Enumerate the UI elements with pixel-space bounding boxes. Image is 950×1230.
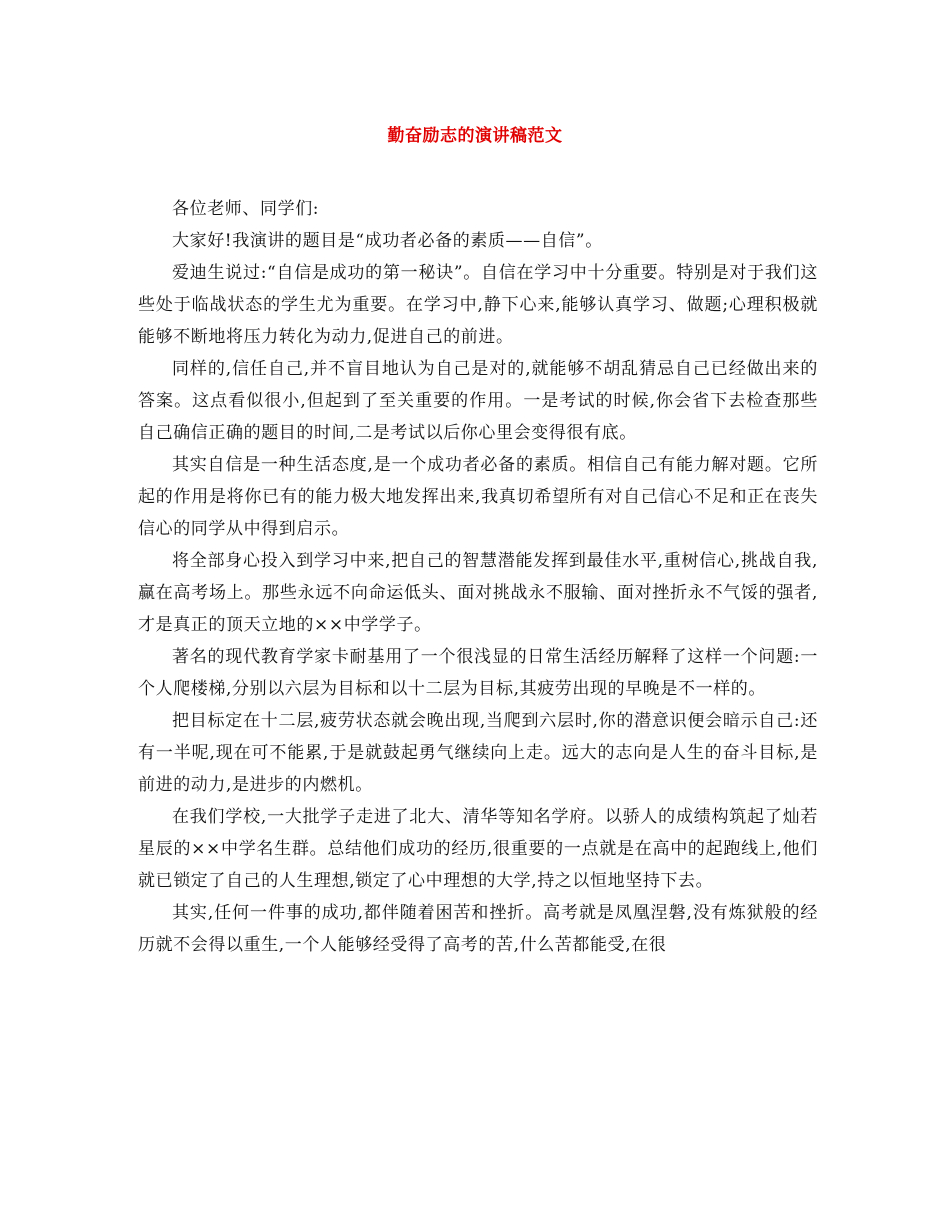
paragraph: 其实自信是一种生活态度,是一个成功者必备的素质。相信自己有能力解对题。它所起的作用是将你已有的能力极大地发挥出来,我真切希望所有对自己信心不足和正在丧失信心的同学从中得到启示。 [138, 455, 818, 539]
paragraph: 同样的,信任自己,并不盲目地认为自己是对的,就能够不胡乱猜忌自己已经做出来的答案。这点看似很小,但起到了至关重要的作用。一是考试的时候,你会省下去检查那些自己确信正确的题目的时间,二是考试以后你心里会变得很有底。 [138, 359, 818, 443]
document-body [138, 193, 818, 961]
paragraph: 爱迪生说过:“自信是成功的第一秘诀”。自信在学习中十分重要。特别是对于我们这些处于临战状态的学生尤为重要。在学习中,静下心来,能够认真学习、做题;心理积极就能够不断地将压力转化为动力,促进自己的前进。 [138, 263, 818, 347]
paragraph: 将全部身心投入到学习中来,把自己的智慧潜能发挥到最佳水平,重树信心,挑战自我,赢在高考场上。那些永远不向命运低头、面对挑战永不服输、面对挫折永不气馁的强者,才是真正的顶天立地的××中学学子。 [138, 551, 818, 635]
paragraph: 著名的现代教育学家卡耐基用了一个很浅显的日常生活经历解释了这样一个问题:一个人爬楼梯,分别以六层为目标和以十二层为目标,其疲劳出现的早晚是不一样的。 [138, 647, 818, 699]
paragraph-greeting: 各位老师、同学们: [172, 199, 320, 219]
paragraph: 把目标定在十二层,疲劳状态就会晚出现,当爬到六层时,你的潜意识便会暗示自己:还有一半呢,现在可不能累,于是就鼓起勇气继续向上走。远大的志向是人生的奋斗目标,是前进的动力,是进步的内燃机。 [138, 711, 818, 795]
document-title: 勤奋励志的演讲稿范文 [387, 126, 563, 146]
paragraph: 在我们学校,一大批学子走进了北大、清华等知名学府。以骄人的成绩构筑起了灿若星辰的××中学名生群。总结他们成功的经历,很重要的一点就是在高中的起跑线上,他们就已锁定了自己的人生理想,锁定了心中理想的大学,持之以恒地坚持下去。 [138, 807, 818, 891]
paragraph-topic: 大家好!我演讲的题目是“成功者必备的素质——自信”。 [172, 231, 603, 251]
paragraph: 其实,任何一件事的成功,都伴随着困苦和挫折。高考就是凤凰涅磐,没有炼狱般的经历就不会得以重生,一个人能够经受得了高考的苦,什么苦都能受,在很 [138, 903, 818, 955]
